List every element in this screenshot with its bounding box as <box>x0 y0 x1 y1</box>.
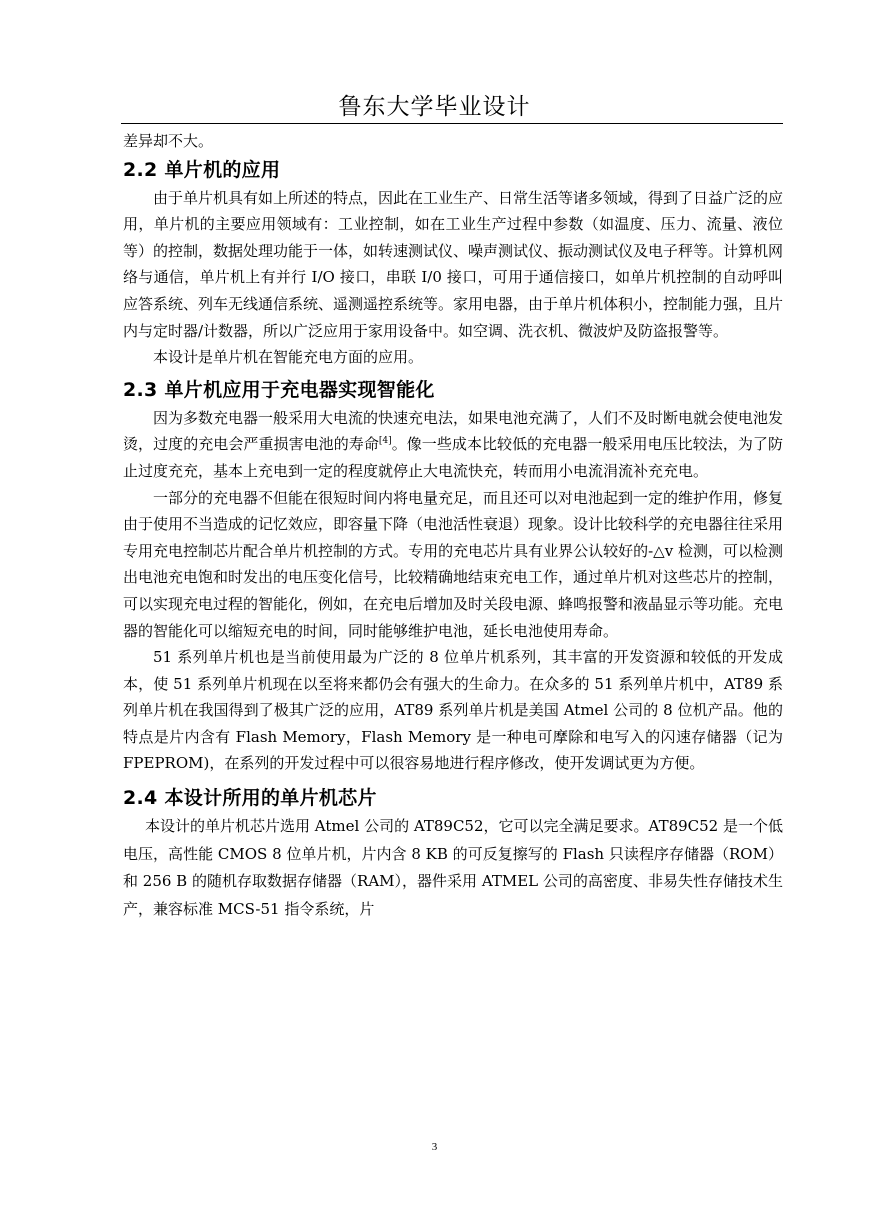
paragraph-51-series: 51 系列单片机也是当前使用最为广泛的 8 位单片机系列，其丰富的开发资源和较低的开发成本，使 51 系列单片机现在以至将来都仍会有强大的生命力。在众多的 51 系列单片机中，AT89 系列单片机在我国得到了极其广泛的应用，AT89 系列单片机是美国 Atmel 公司的 8 位机产品。他的特点是片内含有 Flash Memory，Flash Memory 是一种电可摩除和电写入的闪速存储器（记为 FPEPROM)，在系列的开发过程中可以很容易地进行程序修改，使开发调试更为方便。 <box>123 648 783 773</box>
paragraph-charger-intro-part2: 。像一些成本比较低的充电器一般采用电压比较法，为了防止过度充充，基本上充电到一定的程度就停止大电流快充，转而用小电流涓流补充充电。 <box>123 435 783 480</box>
section-heading-2-4: 2.4 本设计所用的单片机芯片 <box>123 787 377 810</box>
page-number: 3 <box>431 1141 438 1153</box>
page-header-title: 鲁东大学毕业设计 <box>338 94 531 120</box>
section-heading-2-3: 2.3 单片机应用于充电器实现智能化 <box>123 378 435 401</box>
section-heading-2-2: 2.2 单片机的应用 <box>123 158 281 181</box>
paragraph-at89c52: 本设计的单片机芯片选用 Atmel 公司的 AT89C52，它可以完全满足要求。AT89C52 是一个低电压，高性能 CMOS 8 位单片机，片内含 8 KB 的可反复擦写的 Flash 只读程序存储器（ROM）和 256 B 的随机存取数据存储器（RAM），器件采用 ATMEL 公司的高密度、非易失性存储技术生产，兼容标准 MCS-51 指令系统，片 <box>123 817 783 918</box>
header-rule <box>121 123 783 124</box>
paragraph-charger-intro <box>123 405 783 485</box>
paragraph-charger-intro-part1: 因为多数充电器一般采用大电流的快速充电法，如果电池充满了，人们不及时断电就会使电池发烫，过度的充电会严重损害电池的寿命 <box>123 408 784 454</box>
paragraph-applications: 由于单片机具有如上所述的特点，因此在工业生产、日常生活等诸多领域，得到了日益广泛的应用，单片机的主要应用领域有：工业控制，如在工业生产过程中参数（如温度、压力、流量、液位等）的控制，数据处理功能于一体，如转速测试仪、噪声测试仪、振动测试仪及电子秤等。计算机网络与通信，单片机上有并行 I/O 接口，串联 I/0 接口，可用于通信接口，如单片机控制的自动呼叫应答系统、列车无线通信系统、遥测遥控系统等。家用电器，由于单片机体积小，控制能力强，且片内与定时器/计数器，所以广泛应用于家用设备中。如空调、洗衣机、微波炉及防盗报警等。 <box>123 188 784 340</box>
last-block <box>123 813 783 923</box>
document-body <box>123 128 783 923</box>
paragraph-continuation: 差异却不大。 <box>123 132 214 150</box>
paragraph-charger-maintenance: 一部分的充电器不但能在很短时间内将电量充足，而且还可以对电池起到一定的维护作用，修复由于使用不当造成的记忆效应，即容量下降（电池活性衰退）现象。设计比较科学的充电器往往采用专用充电控制芯片配合单片机控制的方式。专用的充电芯片具有业界公认较好的-△v 检测，可以检测出电池充电饱和时发出的电压变化信号，比较精确地结束充电工作，通过单片机对这些芯片的控制，可以实现充电过程的智能化，例如，在充电后增加及时关段电源、蜂鸣报警和液晶显示等功能。充电器的智能化可以缩短充电的时间，同时能够维护电池，延长电池使用寿命。 <box>123 488 784 640</box>
paragraph-design-application: 本设计是单片机在智能充电方面的应用。 <box>153 348 424 367</box>
citation-ref-4: [4] <box>378 436 392 447</box>
